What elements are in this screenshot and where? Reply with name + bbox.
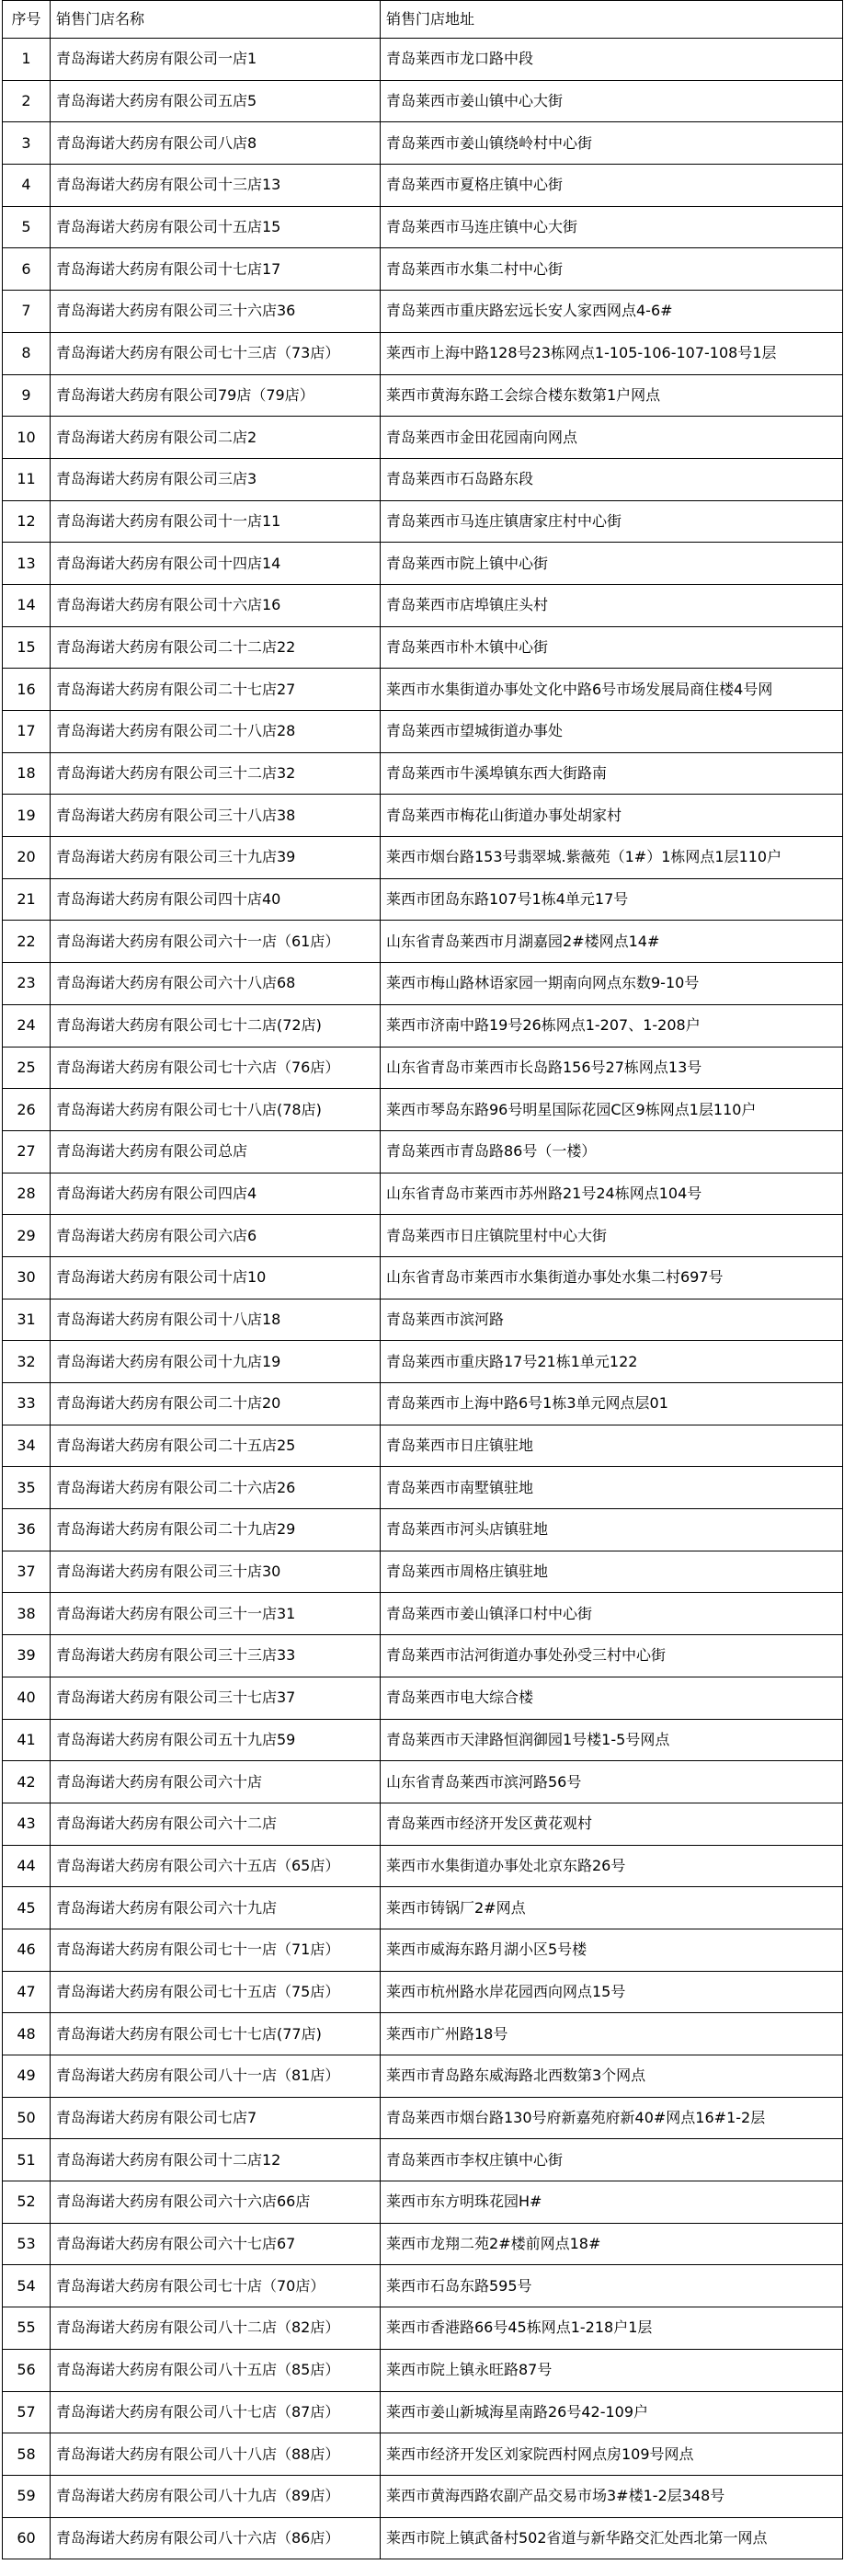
table-row: [3, 752, 843, 795]
store-name: 青岛海诺大药房有限公司三十七店37: [51, 1677, 381, 1719]
table-row: [3, 2475, 843, 2517]
store-address: 莱西市铸锅厂2#网点: [381, 1887, 843, 1929]
row-index: 50: [3, 2097, 51, 2139]
store-table: [2, 0, 843, 2559]
store-address: 莱西市龙翔二苑2#楼前网点18#: [381, 2223, 843, 2265]
table-row: [3, 669, 843, 711]
row-index: 33: [3, 1383, 51, 1425]
table-row: [3, 500, 843, 543]
store-address: 青岛莱西市院上镇中心街: [381, 543, 843, 585]
row-index: 58: [3, 2433, 51, 2476]
row-index: 27: [3, 1130, 51, 1173]
store-name: 青岛海诺大药房有限公司七十一店（71店）: [51, 1929, 381, 1971]
store-name: 青岛海诺大药房有限公司八十一店（81店）: [51, 2055, 381, 2098]
table-row: [3, 2097, 843, 2139]
store-address: 青岛莱西市电大综合楼: [381, 1677, 843, 1719]
store-name: 青岛海诺大药房有限公司三十三店33: [51, 1635, 381, 1677]
row-index: 35: [3, 1467, 51, 1509]
table-row: [3, 921, 843, 963]
store-address: 莱西市水集街道办事处文化中路6号市场发展局商住楼4号网: [381, 669, 843, 711]
row-index: 6: [3, 248, 51, 291]
store-address: 青岛莱西市沽河街道办事处孙受三村中心街: [381, 1635, 843, 1677]
store-name: 青岛海诺大药房有限公司三十八店38: [51, 795, 381, 837]
row-index: 59: [3, 2475, 51, 2517]
row-index: 43: [3, 1803, 51, 1845]
header-store-address: 销售门店地址: [381, 1, 843, 39]
store-address: 青岛莱西市朴木镇中心街: [381, 626, 843, 669]
store-name: 青岛海诺大药房有限公司二十店20: [51, 1383, 381, 1425]
store-address: 莱西市团岛东路107号1栋4单元17号: [381, 878, 843, 921]
row-index: 9: [3, 374, 51, 417]
table-row: [3, 711, 843, 753]
table-row: [3, 1173, 843, 1215]
store-address: 青岛莱西市烟台路130号府新嘉苑府新40#网点16#1-2层: [381, 2097, 843, 2139]
table-row: [3, 374, 843, 417]
row-index: 29: [3, 1215, 51, 1257]
store-address: 青岛莱西市姜山镇中心大街: [381, 80, 843, 122]
store-address: 莱西市东方明珠花园H#: [381, 2181, 843, 2224]
store-name: 青岛海诺大药房有限公司六十店: [51, 1761, 381, 1803]
row-index: 19: [3, 795, 51, 837]
store-name: 青岛海诺大药房有限公司79店（79店）: [51, 374, 381, 417]
row-index: 53: [3, 2223, 51, 2265]
table-row: [3, 1467, 843, 1509]
store-address: 莱西市威海东路月湖小区5号楼: [381, 1929, 843, 1971]
row-index: 21: [3, 878, 51, 921]
store-address: 青岛莱西市河头店镇驻地: [381, 1509, 843, 1551]
store-address: 青岛莱西市滨河路: [381, 1299, 843, 1341]
store-address: 莱西市香港路66号45栋网点1-218户1层: [381, 2307, 843, 2350]
store-address: 青岛莱西市梅花山街道办事处胡家村: [381, 795, 843, 837]
store-name: 青岛海诺大药房有限公司七十店（70店）: [51, 2265, 381, 2307]
table-row: [3, 1004, 843, 1047]
row-index: 60: [3, 2517, 51, 2559]
store-address: 青岛莱西市李权庄镇中心街: [381, 2139, 843, 2181]
store-name: 青岛海诺大药房有限公司二十七店27: [51, 669, 381, 711]
store-address: 青岛莱西市上海中路6号1栋3单元网点层01: [381, 1383, 843, 1425]
table-row: [3, 878, 843, 921]
store-name: 青岛海诺大药房有限公司八十八店（88店）: [51, 2433, 381, 2476]
store-address: 青岛莱西市夏格庄镇中心街: [381, 165, 843, 207]
store-address: 莱西市上海中路128号23栋网点1-105-106-107-108号1层: [381, 332, 843, 374]
row-index: 38: [3, 1593, 51, 1635]
store-address: 青岛莱西市水集二村中心街: [381, 248, 843, 291]
row-index: 55: [3, 2307, 51, 2350]
row-index: 32: [3, 1341, 51, 1383]
store-address: 青岛莱西市姜山镇绕岭村中心街: [381, 122, 843, 165]
row-index: 20: [3, 837, 51, 879]
store-name: 青岛海诺大药房有限公司六十二店: [51, 1803, 381, 1845]
table-row: [3, 122, 843, 165]
table-row: [3, 1845, 843, 1887]
row-index: 37: [3, 1551, 51, 1593]
store-address: 莱西市杭州路水岸花园西向网点15号: [381, 1971, 843, 2013]
table-row: [3, 2139, 843, 2181]
table-row: [3, 1256, 843, 1299]
row-index: 46: [3, 1929, 51, 1971]
store-name: 青岛海诺大药房有限公司七十六店（76店）: [51, 1047, 381, 1089]
table-row: [3, 1803, 843, 1845]
store-address: 青岛莱西市天津路恒润御园1号楼1-5号网点: [381, 1719, 843, 1761]
table-row: [3, 206, 843, 248]
table-row: [3, 1635, 843, 1677]
table-row: [3, 291, 843, 333]
table-row: [3, 1887, 843, 1929]
store-address: 青岛莱西市望城街道办事处: [381, 711, 843, 753]
table-row: [3, 2055, 843, 2098]
table-row: [3, 1341, 843, 1383]
store-name: 青岛海诺大药房有限公司七十三店（73店）: [51, 332, 381, 374]
store-address: 莱西市院上镇永旺路87号: [381, 2349, 843, 2391]
store-address: 山东省青岛莱西市滨河路56号: [381, 1761, 843, 1803]
row-index: 1: [3, 39, 51, 81]
store-name: 青岛海诺大药房有限公司三十二店32: [51, 752, 381, 795]
table-row: [3, 1215, 843, 1257]
store-address: 青岛莱西市经济开发区黄花观村: [381, 1803, 843, 1845]
store-address: 莱西市经济开发区刘家院西村网点房109号网点: [381, 2433, 843, 2476]
store-name: 青岛海诺大药房有限公司二十九店29: [51, 1509, 381, 1551]
row-index: 13: [3, 543, 51, 585]
store-name: 青岛海诺大药房有限公司八十五店（85店）: [51, 2349, 381, 2391]
store-name: 青岛海诺大药房有限公司十二店12: [51, 2139, 381, 2181]
table-row: [3, 248, 843, 291]
row-index: 8: [3, 332, 51, 374]
store-address: 青岛莱西市南墅镇驻地: [381, 1467, 843, 1509]
row-index: 2: [3, 80, 51, 122]
store-name: 青岛海诺大药房有限公司三十一店31: [51, 1593, 381, 1635]
table-row: [3, 1425, 843, 1467]
store-address: 莱西市济南中路19号26栋网点1-207、1-208户: [381, 1004, 843, 1047]
table-row: [3, 1089, 843, 1131]
row-index: 15: [3, 626, 51, 669]
row-index: 51: [3, 2139, 51, 2181]
store-name: 青岛海诺大药房有限公司二十六店26: [51, 1467, 381, 1509]
store-address: 莱西市院上镇武备村502省道与新华路交汇处西北第一网点: [381, 2517, 843, 2559]
table-row: [3, 2349, 843, 2391]
row-index: 24: [3, 1004, 51, 1047]
table-row: [3, 1130, 843, 1173]
row-index: 40: [3, 1677, 51, 1719]
store-address: 莱西市梅山路林语家园一期南向网点东数9-10号: [381, 963, 843, 1005]
store-name: 青岛海诺大药房有限公司八十七店（87店）: [51, 2391, 381, 2433]
store-name: 青岛海诺大药房有限公司五店5: [51, 80, 381, 122]
store-name: 青岛海诺大药房有限公司三十店30: [51, 1551, 381, 1593]
row-index: 30: [3, 1256, 51, 1299]
table-row: [3, 1383, 843, 1425]
table-row: [3, 1761, 843, 1803]
store-name: 青岛海诺大药房有限公司八十二店（82店）: [51, 2307, 381, 2350]
store-name: 青岛海诺大药房有限公司十七店17: [51, 248, 381, 291]
store-address: 青岛莱西市重庆路宏远长安人家西网点4-6#: [381, 291, 843, 333]
row-index: 12: [3, 500, 51, 543]
store-address: 莱西市石岛东路595号: [381, 2265, 843, 2307]
row-index: 42: [3, 1761, 51, 1803]
store-name: 青岛海诺大药房有限公司六十六店66店: [51, 2181, 381, 2224]
store-address: 青岛莱西市周格庄镇驻地: [381, 1551, 843, 1593]
table-row: [3, 165, 843, 207]
store-name: 青岛海诺大药房有限公司七店7: [51, 2097, 381, 2139]
header-store-name: 销售门店名称: [51, 1, 381, 39]
row-index: 31: [3, 1299, 51, 1341]
store-name: 青岛海诺大药房有限公司七十七店(77店): [51, 2013, 381, 2055]
store-address: 莱西市黄海东路工会综合楼东数第1户网点: [381, 374, 843, 417]
store-address: 莱西市广州路18号: [381, 2013, 843, 2055]
store-name: 青岛海诺大药房有限公司八十六店（86店）: [51, 2517, 381, 2559]
table-row: [3, 963, 843, 1005]
store-name: 青岛海诺大药房有限公司十八店18: [51, 1299, 381, 1341]
store-name: 青岛海诺大药房有限公司七十八店(78店): [51, 1089, 381, 1131]
table-row: [3, 2517, 843, 2559]
row-index: 25: [3, 1047, 51, 1089]
table-row: [3, 626, 843, 669]
table-row: [3, 458, 843, 500]
store-name: 青岛海诺大药房有限公司八店8: [51, 122, 381, 165]
store-address: 山东省青岛市莱西市水集街道办事处水集二村697号: [381, 1256, 843, 1299]
row-index: 28: [3, 1173, 51, 1215]
store-name: 青岛海诺大药房有限公司六十八店68: [51, 963, 381, 1005]
table-header-row: [3, 1, 843, 39]
store-address: 青岛莱西市马连庄镇唐家庄村中心街: [381, 500, 843, 543]
row-index: 3: [3, 122, 51, 165]
store-address: 青岛莱西市店埠镇庄头村: [381, 584, 843, 626]
row-index: 52: [3, 2181, 51, 2224]
table-row: [3, 1929, 843, 1971]
store-name: 青岛海诺大药房有限公司十四店14: [51, 543, 381, 585]
table-row: [3, 1551, 843, 1593]
row-index: 34: [3, 1425, 51, 1467]
row-index: 44: [3, 1845, 51, 1887]
store-address: 莱西市青岛路东威海路北西数第3个网点: [381, 2055, 843, 2098]
row-index: 45: [3, 1887, 51, 1929]
store-name: 青岛海诺大药房有限公司六十一店（61店）: [51, 921, 381, 963]
table-row: [3, 417, 843, 459]
table-row: [3, 1593, 843, 1635]
table-row: [3, 2433, 843, 2476]
store-address: 莱西市烟台路153号翡翠城.紫薇苑（1#）1栋网点1层110户: [381, 837, 843, 879]
table-body: [3, 39, 843, 2559]
table-row: [3, 2181, 843, 2224]
store-name: 青岛海诺大药房有限公司二店2: [51, 417, 381, 459]
store-name: 青岛海诺大药房有限公司十六店16: [51, 584, 381, 626]
row-index: 56: [3, 2349, 51, 2391]
store-address: 青岛莱西市日庄镇院里村中心大街: [381, 1215, 843, 1257]
table-row: [3, 2391, 843, 2433]
store-name: 青岛海诺大药房有限公司三十九店39: [51, 837, 381, 879]
store-address: 莱西市黄海西路农副产品交易市场3#楼1-2层348号: [381, 2475, 843, 2517]
table-row: [3, 1971, 843, 2013]
row-index: 11: [3, 458, 51, 500]
store-name: 青岛海诺大药房有限公司二十五店25: [51, 1425, 381, 1467]
table-row: [3, 1299, 843, 1341]
store-name: 青岛海诺大药房有限公司二十二店22: [51, 626, 381, 669]
table-row: [3, 2223, 843, 2265]
row-index: 17: [3, 711, 51, 753]
table-row: [3, 1719, 843, 1761]
store-address: 青岛莱西市石岛路东段: [381, 458, 843, 500]
store-address: 青岛莱西市马连庄镇中心大街: [381, 206, 843, 248]
store-address: 莱西市水集街道办事处北京东路26号: [381, 1845, 843, 1887]
table-row: [3, 795, 843, 837]
table-row: [3, 80, 843, 122]
store-address: 青岛莱西市龙口路中段: [381, 39, 843, 81]
store-name: 青岛海诺大药房有限公司六十五店（65店）: [51, 1845, 381, 1887]
store-address: 青岛莱西市日庄镇驻地: [381, 1425, 843, 1467]
row-index: 36: [3, 1509, 51, 1551]
store-name: 青岛海诺大药房有限公司十九店19: [51, 1341, 381, 1383]
store-address: 青岛莱西市青岛路86号（一楼）: [381, 1130, 843, 1173]
store-name: 青岛海诺大药房有限公司六店6: [51, 1215, 381, 1257]
row-index: 26: [3, 1089, 51, 1131]
store-address: 莱西市姜山新城海星南路26号42-109户: [381, 2391, 843, 2433]
row-index: 48: [3, 2013, 51, 2055]
row-index: 57: [3, 2391, 51, 2433]
store-name: 青岛海诺大药房有限公司总店: [51, 1130, 381, 1173]
row-index: 16: [3, 669, 51, 711]
row-index: 47: [3, 1971, 51, 2013]
store-address: 青岛莱西市重庆路17号21栋1单元122: [381, 1341, 843, 1383]
store-name: 青岛海诺大药房有限公司八十九店（89店）: [51, 2475, 381, 2517]
row-index: 7: [3, 291, 51, 333]
store-name: 青岛海诺大药房有限公司四十店40: [51, 878, 381, 921]
row-index: 18: [3, 752, 51, 795]
store-name: 青岛海诺大药房有限公司三店3: [51, 458, 381, 500]
store-address: 青岛莱西市牛溪埠镇东西大街路南: [381, 752, 843, 795]
store-name: 青岛海诺大药房有限公司十店10: [51, 1256, 381, 1299]
row-index: 5: [3, 206, 51, 248]
table-row: [3, 39, 843, 81]
store-name: 青岛海诺大药房有限公司六十九店: [51, 1887, 381, 1929]
store-address: 莱西市琴岛东路96号明星国际花园C区9栋网点1层110户: [381, 1089, 843, 1131]
table-row: [3, 1047, 843, 1089]
store-name: 青岛海诺大药房有限公司三十六店36: [51, 291, 381, 333]
store-name: 青岛海诺大药房有限公司一店1: [51, 39, 381, 81]
table-row: [3, 2265, 843, 2307]
row-index: 22: [3, 921, 51, 963]
store-name: 青岛海诺大药房有限公司十五店15: [51, 206, 381, 248]
table-row: [3, 332, 843, 374]
row-index: 54: [3, 2265, 51, 2307]
store-address: 山东省青岛市莱西市苏州路21号24栋网点104号: [381, 1173, 843, 1215]
store-address: 山东省青岛市莱西市长岛路156号27栋网点13号: [381, 1047, 843, 1089]
store-name: 青岛海诺大药房有限公司十三店13: [51, 165, 381, 207]
row-index: 10: [3, 417, 51, 459]
table-row: [3, 1509, 843, 1551]
store-address: 青岛莱西市姜山镇泽口村中心街: [381, 1593, 843, 1635]
row-index: 23: [3, 963, 51, 1005]
store-name: 青岛海诺大药房有限公司二十八店28: [51, 711, 381, 753]
store-name: 青岛海诺大药房有限公司五十九店59: [51, 1719, 381, 1761]
store-name: 青岛海诺大药房有限公司十一店11: [51, 500, 381, 543]
header-index: 序号: [3, 1, 51, 39]
store-name: 青岛海诺大药房有限公司六十七店67: [51, 2223, 381, 2265]
table-row: [3, 543, 843, 585]
row-index: 41: [3, 1719, 51, 1761]
table-row: [3, 584, 843, 626]
store-address: 青岛莱西市金田花园南向网点: [381, 417, 843, 459]
store-name: 青岛海诺大药房有限公司七十五店（75店）: [51, 1971, 381, 2013]
table-row: [3, 837, 843, 879]
store-name: 青岛海诺大药房有限公司七十二店(72店): [51, 1004, 381, 1047]
table-row: [3, 1677, 843, 1719]
table-row: [3, 2013, 843, 2055]
row-index: 4: [3, 165, 51, 207]
row-index: 49: [3, 2055, 51, 2098]
row-index: 14: [3, 584, 51, 626]
table-row: [3, 2307, 843, 2350]
row-index: 39: [3, 1635, 51, 1677]
store-address: 山东省青岛莱西市月湖嘉园2#楼网点14#: [381, 921, 843, 963]
store-name: 青岛海诺大药房有限公司四店4: [51, 1173, 381, 1215]
